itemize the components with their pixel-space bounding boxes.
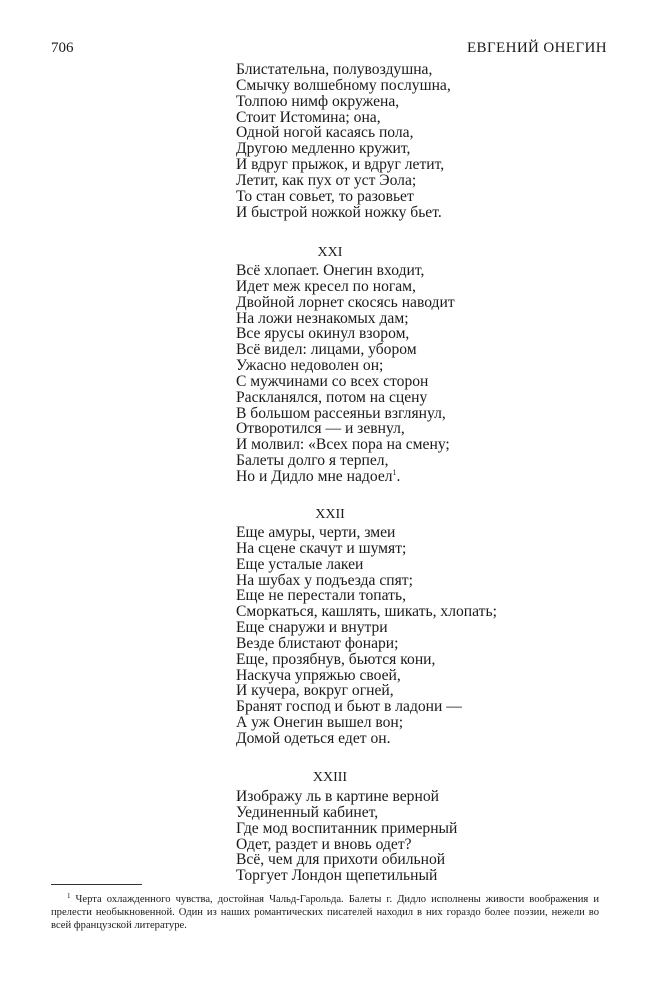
verse-line: Раскланялся, потом на сцену (236, 388, 428, 406)
verse-line: Все ярусы окинул взором, (236, 325, 410, 343)
verse-line: Еще усталые лакеи (236, 555, 364, 573)
verse-line: Торгует Лондон щепетильный (236, 867, 438, 885)
verse-line: Двойной лорнет скосясь наводит (236, 293, 455, 311)
footnote-divider (51, 884, 142, 885)
stanza-xxiii (236, 789, 596, 884)
verse-line: Блистательна, полувоздушна, (236, 61, 433, 78)
verse-line: Бранят господ и бьют в ладони — (236, 698, 462, 716)
stanza-xxi (236, 263, 596, 485)
stanza-xxii (236, 525, 596, 747)
verse-line: Еще амуры, черти, змеи (236, 524, 396, 541)
page-header (51, 40, 607, 60)
verse-line: Уединенный кабинет, (236, 803, 379, 821)
verse-line: На сцене скачут и шумят; (236, 539, 407, 557)
verse-text: Но и Дидло мне надоел (236, 467, 393, 485)
verse-line: На ложи незнакомых дам; (236, 309, 409, 327)
stanza-number: XXI (317, 245, 343, 260)
footnote-marker: 1 (392, 467, 397, 477)
verse-line: То стан совьет, то разовьет (236, 187, 414, 205)
verse-line: А уж Онегин вышел вон; (236, 714, 404, 732)
verse-line: И молвил: «Всех пора на смену; (236, 436, 450, 454)
footnote-text: Черта охлажденного чувства, достойная Чальд-Гарольда. Балеты г. Дидло исполнены живости воображения и прелести необыкновенной. Один из наших романтических писателей находил в них гораздо более поэзии, нежели во всей французской литературе. (51, 894, 599, 931)
page-number: 706 (51, 40, 74, 56)
verse-line: Толпою нимф окружена, (236, 92, 400, 110)
verse-line: Балеты долго я терпел, (236, 452, 389, 470)
verse-line: Всё хлопает. Онегин входит, (236, 262, 425, 279)
verse-line: Летит, как пух от уст Эола; (236, 171, 417, 189)
verse-line: Где мод воспитанник примерный (236, 819, 458, 837)
verse-line: Везде блистают фонари; (236, 634, 399, 652)
stanza-xx-end (236, 62, 596, 220)
verse-line: Смычку волшебному послушна, (236, 76, 451, 94)
verse-line: Идет меж кресел по ногам, (236, 277, 416, 295)
verse-line: Всё, чем для прихоти обильной (236, 851, 446, 869)
verse-line: Ужасно недоволен он; (236, 357, 384, 375)
verse-line: Сморкаться, кашлять, шикать, хлопать; (236, 603, 497, 621)
footnote (51, 893, 599, 932)
verse-line: Другою медленно кружит, (236, 140, 411, 158)
verse-line: Одной ногой касаясь пола, (236, 124, 414, 142)
verse-line: На шубах у подъезда спят; (236, 571, 413, 589)
verse-line: И быстрой ножкой ножку бьет. (236, 203, 442, 221)
verse-line: Еще, прозябнув, бьются кони, (236, 650, 436, 668)
verse-line: И вдруг прыжок, и вдруг летит, (236, 156, 445, 174)
verse-line: Отворотился — и зевнул, (236, 420, 405, 438)
verse-line: Еще не перестали топать, (236, 587, 406, 605)
verse-line: Еще снаружи и внутри (236, 619, 388, 637)
verse-line: Домой одеться едет он. (236, 729, 391, 747)
stanza-number: XXIII (312, 770, 348, 785)
stanza-number: XXII (315, 507, 345, 522)
footnote-marker: 1 (67, 892, 71, 900)
verse-line: Изображу ль в картине верной (236, 788, 439, 805)
verse-line-with-footnote (236, 469, 596, 485)
running-title: ЕВГЕНИЙ ОНЕГИН (466, 40, 607, 56)
verse-line: В большом рассеяньи взглянул, (236, 404, 446, 422)
verse-line: Одет, раздет и вновь одет? (236, 835, 412, 853)
verse-punctuation: . (396, 467, 401, 485)
verse-line: С мужчинами со всех сторон (236, 372, 429, 390)
verse-line: Наскуча упряжью своей, (236, 666, 401, 684)
verse-line: Стоит Истомина; она, (236, 108, 381, 126)
verse-line: Всё видел: лицами, убором (236, 341, 417, 359)
verse-line: И кучера, вокруг огней, (236, 682, 394, 700)
